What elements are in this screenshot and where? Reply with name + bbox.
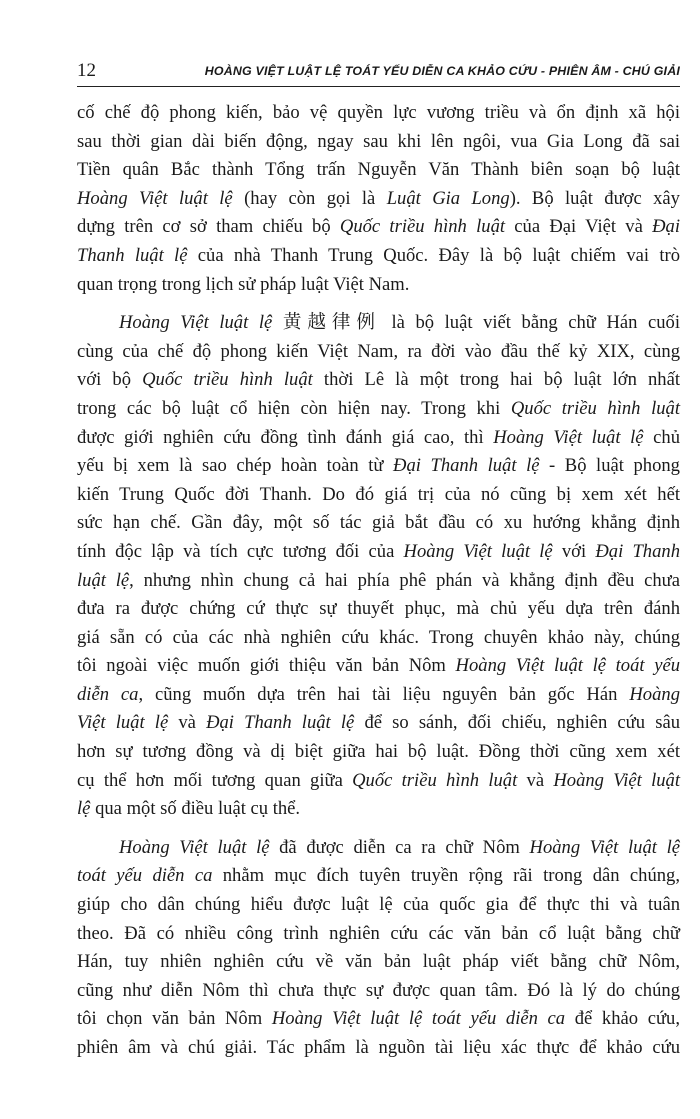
- italic-title-span: Đại: [652, 216, 680, 238]
- text-line: [77, 920, 680, 949]
- italic-title-span: Hoàng Việt luật lệ toát yếu diễn ca: [271, 1008, 566, 1030]
- italic-title-span: Thanh luật lệ: [77, 244, 188, 266]
- text-line: [77, 891, 680, 920]
- page-header: [77, 58, 680, 88]
- text-line: [77, 99, 680, 128]
- text-span: để so sánh, đối chiếu, nghiên cứu sâu: [354, 712, 680, 734]
- body-text: [77, 99, 680, 1063]
- text-span: theo. Đã có nhiều công trình nghiên cứu các văn bản cổ luật bằng chữ: [77, 922, 680, 944]
- text-span: và: [517, 769, 554, 791]
- text-line: [77, 271, 680, 300]
- text-line: [77, 366, 680, 395]
- italic-title-span: diễn ca: [77, 683, 139, 705]
- italic-title-span: Hoàng Việt luật lệ: [403, 540, 553, 562]
- text-span: , cũng muốn dựa trên hai tài liệu nguyên bản gốc Hán: [138, 683, 630, 705]
- text-line: [77, 424, 680, 453]
- paragraph-gap: [77, 824, 680, 834]
- italic-title-span: lệ: [77, 798, 91, 820]
- text-span: để khảo cứu,: [565, 1008, 680, 1030]
- italic-title-span: Quốc triều hình luật: [142, 369, 313, 391]
- paragraph-gap: [77, 299, 680, 309]
- text-span: sau thời gian dài biến động, ngay sau khi lên ngôi, vua Gia Long đã sai: [77, 130, 680, 152]
- text-span: tôi chọn văn bản Nôm: [77, 1008, 272, 1030]
- text-line: [77, 652, 680, 681]
- text-line: [77, 213, 680, 242]
- italic-title-span: Đại Thanh luật lệ: [393, 455, 540, 477]
- text-span: kiến Trung Quốc đời Thanh. Do đó giá trị của nó cũng bị xem xét hết: [77, 483, 680, 505]
- text-span: 黄越律例 là bộ luật viết bằng chữ Hán cuối: [272, 312, 681, 334]
- text-span: trong các bộ luật cổ hiện còn hiện nay. Trong khi: [77, 397, 511, 419]
- italic-title-span: Quốc triều hình luật: [339, 216, 506, 238]
- text-line: [77, 834, 680, 863]
- text-span: giúp cho dân chúng hiểu được luật lệ của quốc gia để thực thi và tuân: [77, 894, 680, 916]
- italic-title-span: Hoàng Việt luật lệ: [529, 836, 680, 858]
- text-span: ). Bộ luật được xây: [509, 187, 680, 209]
- text-line: [77, 452, 680, 481]
- text-line: [77, 395, 680, 424]
- text-span: tính độc lập và tích cực tương đối của: [77, 540, 404, 562]
- italic-title-span: Hoàng: [629, 683, 680, 705]
- paragraph: [77, 834, 680, 1063]
- text-line: [77, 1034, 680, 1063]
- text-line: [77, 862, 680, 891]
- text-line: [77, 242, 680, 271]
- text-span: phiên âm và chú giải. Tác phẩm là nguồn tài liệu xác thực để khảo cứu: [77, 1037, 680, 1058]
- text-span: (hay còn gọi là: [232, 187, 387, 209]
- text-line: [77, 509, 680, 538]
- text-line: [77, 767, 680, 796]
- text-line: [77, 156, 680, 185]
- text-span: dựng trên cơ sở tham chiếu bộ: [77, 216, 340, 238]
- running-title: HOÀNG VIỆT LUẬT LỆ TOÁT YẾU DIỄN CA KHẢO CỨU - PHIÊN ÂM - CHÚ GIẢI: [204, 64, 680, 78]
- text-span: cùng của chế độ phong kiến Việt Nam, ra đời vào đầu thế kỷ XIX, cùng: [77, 340, 680, 362]
- text-span: quan trọng trong lịch sử pháp luật Việt Nam.: [77, 273, 410, 295]
- text-span: và: [168, 712, 207, 734]
- text-span: sức hạn chế. Gần đây, một số tác giả bắt đầu có xu hướng khẳng định: [77, 512, 680, 534]
- italic-title-span: Quốc triều hình luật: [352, 769, 518, 791]
- italic-title-span: Hoàng Việt luật lệ: [119, 836, 270, 858]
- text-span: với bộ: [77, 369, 143, 391]
- italic-title-span: luật lệ: [77, 569, 130, 591]
- italic-title-span: Quốc triều hình luật: [510, 397, 680, 419]
- italic-title-span: Đại Thanh luật lệ: [206, 712, 355, 734]
- header-rule: [77, 86, 680, 87]
- text-line: [77, 538, 680, 567]
- text-line: [77, 738, 680, 767]
- italic-title-span: Hoàng Việt luật: [553, 769, 680, 791]
- text-line: [77, 795, 680, 824]
- italic-title-span: Hoàng Việt luật lệ: [77, 187, 233, 209]
- text-line: [77, 709, 680, 738]
- italic-title-span: Việt luật lệ: [77, 712, 169, 734]
- text-span: Tiền quân Bắc thành Tổng trấn Nguyễn Văn Thành biên soạn bộ luật: [77, 159, 680, 181]
- text-line: [77, 948, 680, 977]
- text-line: [77, 309, 680, 338]
- text-span: Hán, tuy nhiên nghiên cứu về văn bản luật pháp viết bằng chữ Nôm,: [77, 951, 680, 973]
- text-span: thời Lê là một trong hai bộ luật lớn nhất: [312, 369, 680, 391]
- text-span: cố chế độ phong kiến, bảo vệ quyền lực vương triều và ổn định xã hội: [77, 102, 680, 123]
- text-line: [77, 1005, 680, 1034]
- paragraph: [77, 309, 680, 824]
- text-span: chủ: [643, 426, 680, 448]
- italic-title-span: Hoàng Việt luật lệ toát yếu: [455, 655, 680, 677]
- text-span: của Đại Việt và: [505, 216, 653, 238]
- text-span: đã được diễn ca ra chữ Nôm: [269, 836, 530, 858]
- text-line: [77, 977, 680, 1006]
- text-span: hơn sự tương đồng và dị biệt giữa hai bộ luật. Đồng thời cũng xem xét: [77, 741, 680, 763]
- text-line: [77, 681, 680, 710]
- text-span: giá sẵn có của các nhà nghiên cứu khác. Trong chuyên khảo này, chúng: [77, 626, 680, 648]
- text-span: qua một số điều luật cụ thể.: [90, 798, 301, 820]
- text-span: - Bộ luật phong: [539, 455, 680, 477]
- text-span: cũng như diễn Nôm thì chưa thực sự được quan tâm. Đó là lý do chúng: [77, 979, 680, 1001]
- italic-title-span: Hoàng Việt luật lệ: [119, 312, 273, 334]
- italic-title-span: Đại Thanh: [595, 540, 680, 562]
- italic-title-span: Luật Gia Long: [386, 187, 510, 209]
- italic-title-span: Hoàng Việt luật lệ: [493, 426, 644, 448]
- page-number: 12: [77, 60, 96, 81]
- text-line: [77, 481, 680, 510]
- text-span: với: [552, 540, 596, 562]
- text-span: yếu bị xem là sao chép hoàn toàn từ: [77, 455, 394, 477]
- text-span: nhằm mục đích tuyên truyền rộng rãi trong dân chúng,: [212, 865, 680, 887]
- text-line: [77, 185, 680, 214]
- text-span: được giới nghiên cứu đồng tình đánh giá cao, thì: [77, 426, 494, 448]
- text-line: [77, 595, 680, 624]
- text-line: [77, 567, 680, 596]
- text-span: của nhà Thanh Trung Quốc. Đây là bộ luật chiếm vai trò: [187, 244, 680, 266]
- italic-title-span: toát yếu diễn ca: [77, 865, 213, 887]
- text-span: , nhưng nhìn chung cả hai phía phê phán và khẳng định đều chưa: [129, 569, 680, 591]
- text-span: cụ thể hơn mối tương quan giữa: [77, 769, 353, 791]
- text-span: đưa ra được chứng cứ thực sự thuyết phục, mà chủ yếu dựa trên đánh: [77, 598, 680, 620]
- text-line: [77, 338, 680, 367]
- text-span: tôi ngoài việc muốn giới thiệu văn bản Nôm: [77, 655, 456, 677]
- text-line: [77, 624, 680, 653]
- paragraph: [77, 99, 680, 299]
- text-line: [77, 128, 680, 157]
